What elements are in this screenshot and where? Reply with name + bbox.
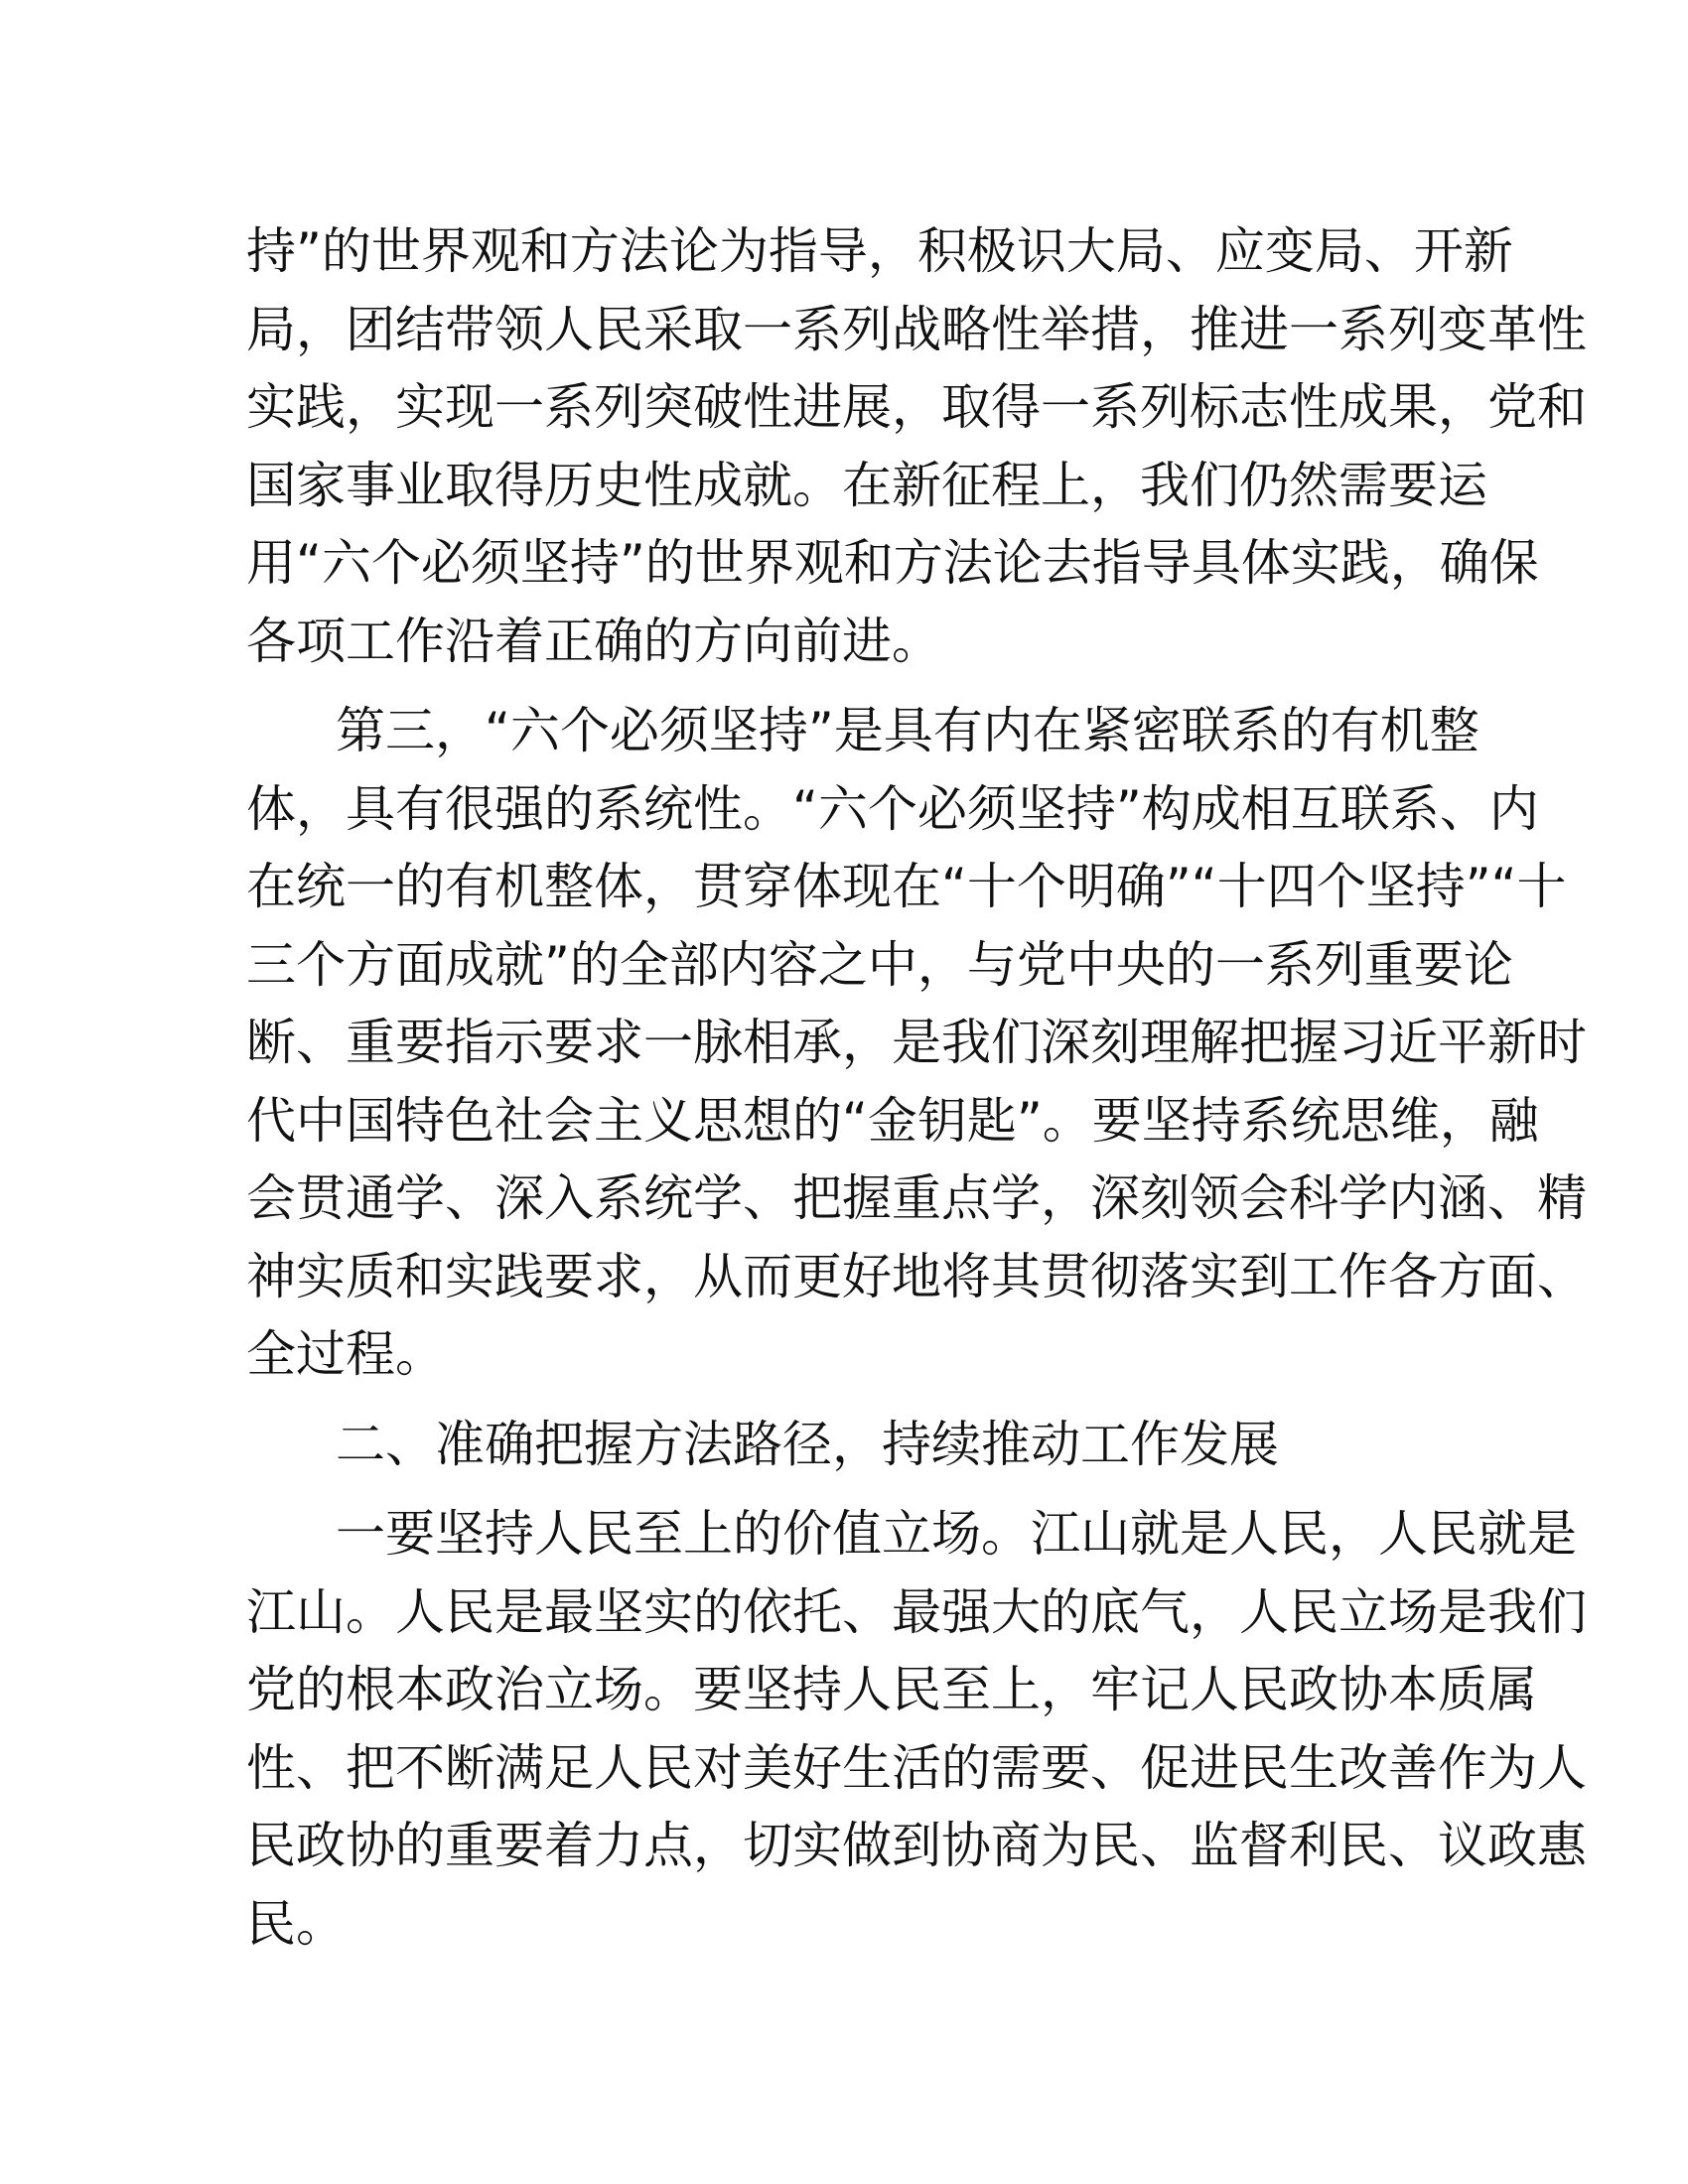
paragraph: [246, 1495, 1587, 1963]
text-line: 二、准确把握方法路径，持续推动工作发展: [336, 1415, 1279, 1473]
text-line: 性、把不断满足人民对美好生活的需要、促进民生改善作为人: [246, 1738, 1587, 1797]
text-line: 民。: [246, 1894, 346, 1953]
section-heading: [246, 1406, 1438, 1484]
text-line: 代中国特色社会主义思想的“金钥匙”。要坚持系统思维，融: [246, 1091, 1539, 1150]
paragraph: [246, 692, 1587, 1394]
text-line: 民政协的重要着力点，切实做到协商为民、监督利民、议政惠: [246, 1817, 1587, 1874]
text-line: 全过程。: [246, 1325, 445, 1383]
document-body: [246, 212, 1587, 1963]
text-line: 持”的世界观和方法论为指导，积极识大局、应变局、开新: [246, 222, 1513, 280]
text-line: 实践，实现一系列突破性进展，取得一系列标志性成果，党和: [246, 378, 1587, 436]
text-line: 用“六个必须坚持”的世界观和方法论去指导具体实践，确保: [246, 534, 1539, 592]
text-line: 在统一的有机整体，贯穿体现在“十个明确”“十四个坚持”“十: [246, 858, 1567, 915]
text-line: 神实质和实践要求，从而更好地将其贯彻落实到工作各方面、: [246, 1247, 1587, 1305]
text-line: 断、重要指示要求一脉相承，是我们深刻理解把握习近平新时: [246, 1014, 1587, 1071]
text-line: 体，具有很强的系统性。“六个必须坚持”构成相互联系、内: [246, 779, 1539, 838]
text-line: 国家事业取得历史性成就。在新征程上，我们仍然需要运: [246, 456, 1487, 514]
text-line: 会贯通学、深入系统学、把握重点学，深刻领会科学内涵、精: [246, 1169, 1587, 1227]
text-line: 三个方面成就”的全部内容之中，与党中央的一系列重要论: [246, 935, 1513, 994]
text-line: 党的根本政治立场。要坚持人民至上，牢记人民政协本质属: [246, 1661, 1537, 1718]
text-line: 一要坚持人民至上的价值立场。江山就是人民，人民就是: [336, 1505, 1577, 1563]
text-line: 局，团结带领人民采取一系列战略性举措，推进一系列变革性: [246, 300, 1587, 358]
paragraph: [246, 212, 1587, 680]
text-line: 第三，“六个必须坚持”是具有内在紧密联系的有机整: [336, 702, 1479, 759]
text-line: 各项工作沿着正确的方向前进。: [246, 612, 941, 670]
text-line: 江山。人民是最坚实的依托、最强大的底气，人民立场是我们: [246, 1582, 1587, 1641]
